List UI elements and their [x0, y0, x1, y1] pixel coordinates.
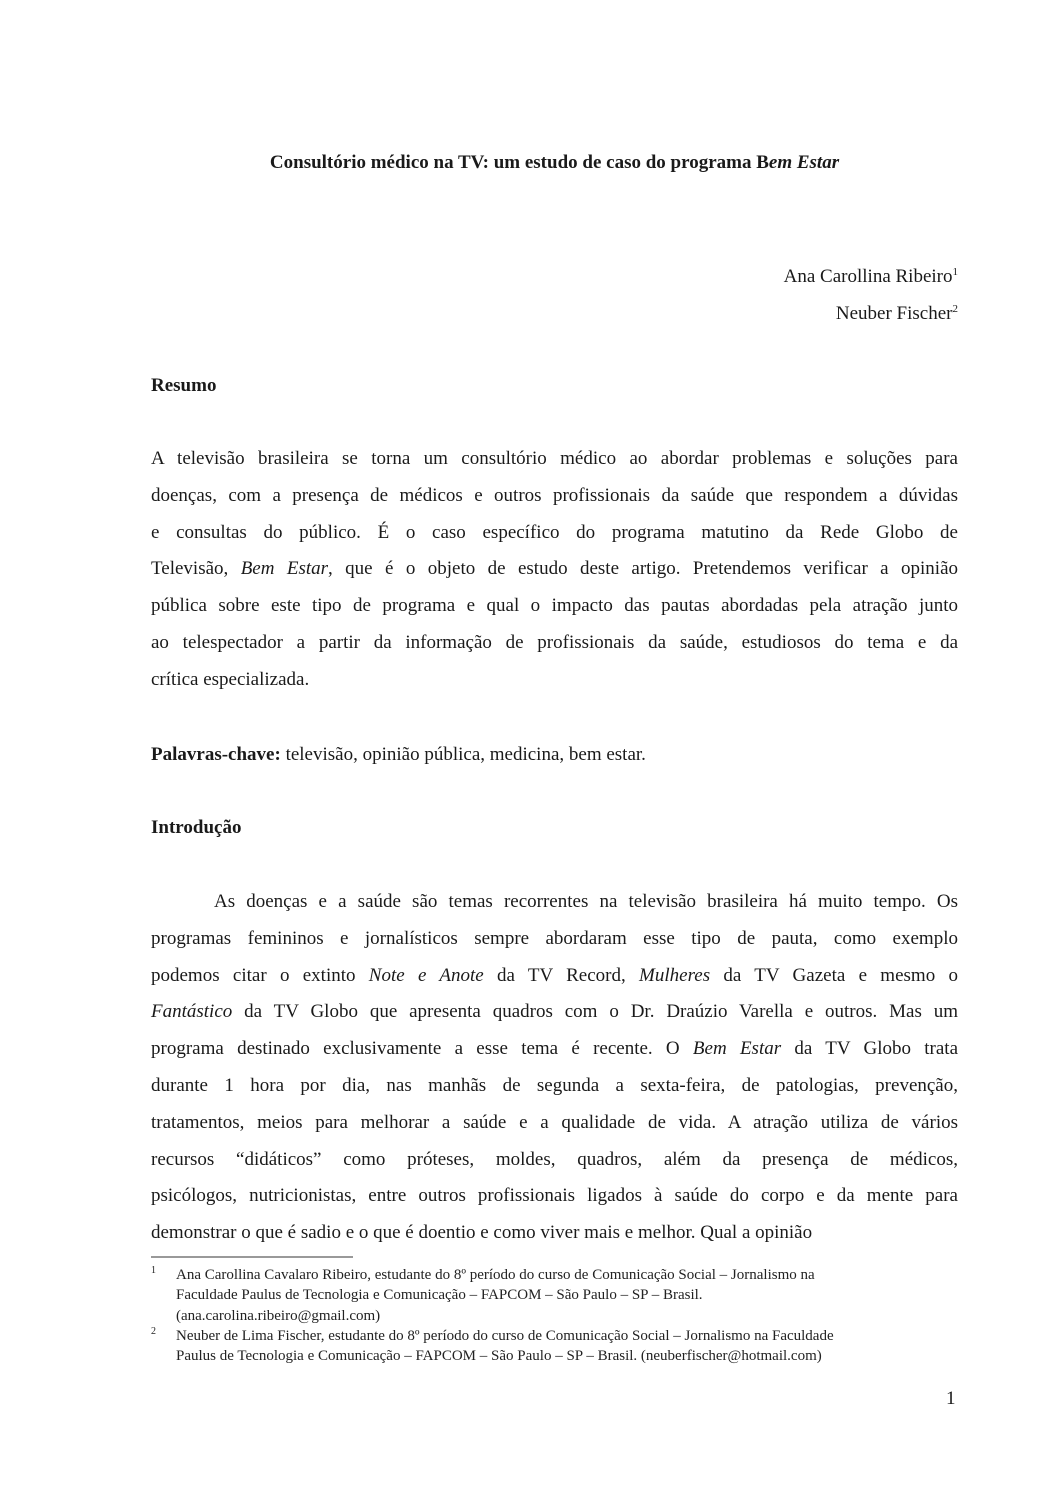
text-line [151, 1178, 958, 1215]
text-run: programa destinado exclusivamente a esse tema é recente. O [151, 1038, 693, 1060]
introduction-body [151, 884, 958, 1252]
text-line [151, 478, 958, 515]
text-run: , que é o objeto de estudo deste artigo. Pretendemos verificar a opinião [328, 558, 958, 580]
text-run: crítica especializada. [151, 668, 310, 690]
text-line [151, 551, 958, 588]
text-run: ao telespectador a partir da informação de profissionais da saúde, estudiosos do tema e da [151, 631, 958, 653]
text-run: demonstrar o que é sadio e o que é doentio e como viver mais e melhor. Qual a opinião [151, 1222, 813, 1244]
text-line [151, 1215, 958, 1252]
italic-title: Note e Anote [368, 964, 484, 986]
footnote-number: 2 [151, 1326, 156, 1337]
footnote-line: Ana Carollina Cavalaro Ribeiro, estudante do 8º período do curso de Comunicação Social – Jornalismo na [176, 1267, 815, 1283]
text-line [151, 662, 958, 699]
footnote-line: Faculdade Paulus de Tecnologia e Comunicação – FAPCOM – São Paulo – SP – Brasil. [176, 1287, 703, 1304]
footnote-separator [151, 1256, 353, 1258]
text-run: recursos “didáticos” como próteses, moldes, quadros, além da presença de médicos, [151, 1148, 958, 1170]
text-run: e consultas do público. É o caso específico do programa matutino da Rede Globo de [151, 521, 958, 543]
italic-title: Fantástico [151, 1001, 233, 1023]
text-run: As doenças e a saúde são temas recorrentes na televisão brasileira há muito tempo. Os [214, 891, 958, 912]
text-run: podemos citar o extinto [151, 964, 369, 986]
footnote-ref[interactable]: 1 [952, 266, 958, 278]
footnote-ref[interactable]: 2 [952, 303, 958, 315]
text-run: programas femininos e jornalísticos sempre abordaram esse tipo de pauta, como exemplo [151, 927, 958, 949]
text-line [151, 1142, 958, 1179]
paper-title: Consultório médico na TV: um estudo de caso do programa Bem Estar [269, 152, 840, 173]
text-line [151, 588, 958, 625]
text-line [151, 1068, 958, 1105]
italic-title: Bem Estar [692, 1038, 782, 1060]
footnote-line: (ana.carolina.ribeiro@gmail.com) [176, 1307, 381, 1324]
author: Neuber Fischer$^2$ [835, 303, 958, 324]
footnote-1 [151, 1265, 961, 1326]
abstract-body [151, 441, 958, 699]
page-number: 1 [946, 1388, 956, 1409]
text-run: da TV Gazeta e mesmo o [710, 964, 958, 986]
text-run: da TV Record, [483, 964, 640, 986]
text-line [151, 884, 958, 921]
footnote-number: 1 [151, 1265, 156, 1276]
introduction-heading: Introdução [151, 817, 242, 838]
text-line [151, 994, 958, 1031]
text-run: pública sobre este tipo de programa e qual o impacto das pautas abordadas pela atração junto [151, 595, 958, 617]
text-run: tratamentos, meios para melhorar a saúde e a qualidade de vida. A atração utiliza de vários [151, 1111, 958, 1133]
italic-title: Mulheres [639, 964, 711, 986]
text-run: psicólogos, nutricionistas, entre outros profissionais ligados à saúde do corpo e da mente para [151, 1185, 958, 1207]
text-run: A televisão brasileira se torna um consultório médico ao abordar problemas e soluções para [151, 448, 958, 469]
text-line [151, 515, 958, 552]
text-line [151, 1105, 958, 1142]
text-run: durante 1 hora por dia, nas manhãs de segunda a sexta-feira, de patologias, prevenção, [151, 1074, 958, 1096]
abstract-heading: Resumo [151, 375, 217, 396]
keywords: Palavras-chave: televisão, opinião pública, medicina, bem estar. [151, 744, 646, 765]
text-line [151, 958, 958, 995]
footnote-2 [151, 1326, 961, 1367]
author: Ana Carollina Ribeiro$^1$ [783, 266, 958, 287]
footnote-line: Paulus de Tecnologia e Comunicação – FAPCOM – São Paulo – SP – Brasil. (neuberfischer@hotmail.com) [176, 1348, 822, 1365]
text-line [151, 441, 958, 478]
footnote-line: Neuber de Lima Fischer, estudante do 8º período do curso de Comunicação Social – Jornalismo na Faculdade [176, 1328, 834, 1344]
text-line [151, 1031, 958, 1068]
text-run: doenças, com a presença de médicos e outros profissionais da saúde que respondem a dúvidas [151, 484, 958, 506]
italic-title: Bem Estar [240, 558, 329, 580]
author-list [151, 258, 958, 332]
text-run: da TV Globo que apresenta quadros com o Dr. Draúzio Varella e outros. Mas um [232, 1001, 958, 1023]
text-line [151, 921, 958, 958]
text-run: Televisão, [151, 558, 241, 580]
text-line [151, 625, 958, 662]
text-run: da TV Globo trata [781, 1038, 959, 1060]
